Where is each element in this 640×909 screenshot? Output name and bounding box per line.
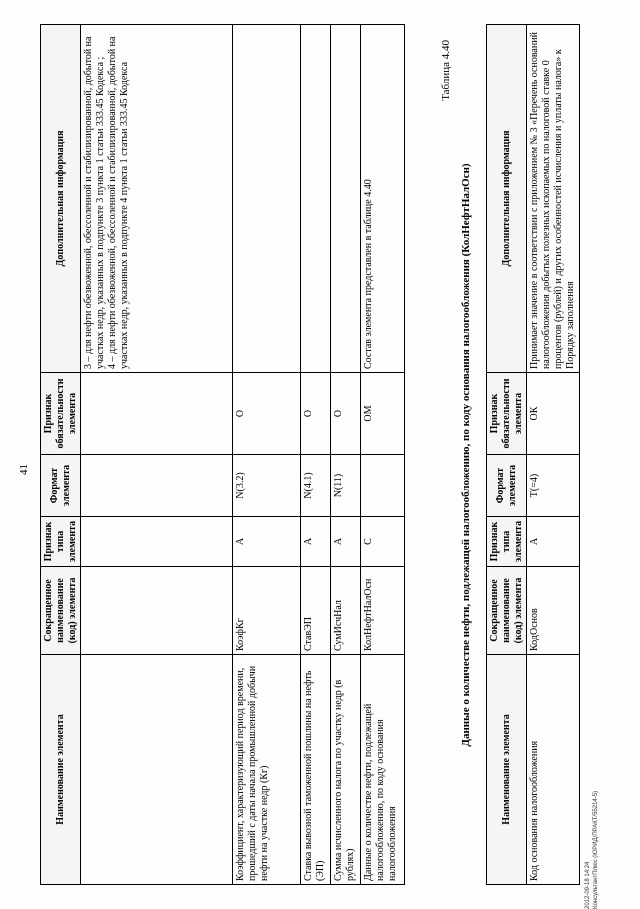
cell-info: Состав элемента представлен в таблице 4.40: [361, 25, 405, 373]
header-info: Дополнительная информация: [41, 25, 81, 373]
table-row: [361, 25, 405, 885]
cell-info: [233, 25, 301, 373]
header-name: Наименование элемента: [41, 655, 81, 885]
cell-format: N(3.2): [233, 455, 301, 517]
cell-info: [301, 25, 331, 373]
header-required: Признак обязательности элемента: [41, 373, 81, 455]
table-4-40: [486, 24, 580, 885]
header-required: Признак обязательности элемента: [487, 373, 527, 455]
cell-name: Ставка вывозной таможенной пошлины на нефть (ЭП): [301, 655, 331, 885]
table-label: Таблица 4.40: [440, 40, 452, 101]
cell-code: [81, 567, 233, 655]
table-header-row: [41, 25, 81, 885]
table-row: [301, 25, 331, 885]
table-header-row: [487, 25, 527, 885]
header-format: Формат элемента: [487, 455, 527, 517]
cell-type: А: [331, 517, 361, 567]
table-title: Данные о количестве нефти, подлежащей налогообложению, по коду основания налогообложения (КолНефтНалОсн): [460, 163, 472, 747]
header-name: Наименование элемента: [487, 655, 527, 885]
page-number: 41: [18, 464, 30, 475]
cell-info: [331, 25, 361, 373]
cell-type: А: [301, 517, 331, 567]
cell-required: О: [301, 373, 331, 455]
table-row: [233, 25, 301, 885]
header-type: Признак типа элемента: [41, 517, 81, 567]
header-type: Признак типа элемента: [487, 517, 527, 567]
table-row: [81, 25, 233, 885]
cell-name: Данные о количестве нефти, подлежащей налогообложению, по коду основания налогообложения: [361, 655, 405, 885]
cell-name: Коэффициент, характеризующий период времени, прошедший с даты начала промышленной добычи нефти на участке недр (Кг): [233, 655, 301, 885]
cell-info: Принимает значение в соответствии с приложением № 3 «Перечень оснований налогообложения добытых полезных ископаемых по налоговой ставке 0 процентов (рублей) и других особенностей исчисления и уплаты налога» к Порядку заполнения: [527, 25, 579, 373]
cell-type: А: [233, 517, 301, 567]
cell-type: [81, 517, 233, 567]
cell-format: T(=4): [527, 455, 579, 517]
cell-required: О: [331, 373, 361, 455]
cell-format: [361, 455, 405, 517]
cell-name: [81, 655, 233, 885]
header-format: Формат элемента: [41, 455, 81, 517]
print-stamp: [584, 791, 600, 909]
cell-code: КолНефтНалОсн: [361, 567, 405, 655]
cell-code: СтавЭП: [301, 567, 331, 655]
header-code: Сокращенное наименование (код) элемента: [41, 567, 81, 655]
cell-format: N(11): [331, 455, 361, 517]
cell-name: Код основания налогообложения: [527, 655, 579, 885]
cell-code: СумИсчНал: [331, 567, 361, 655]
cell-required: ОК: [527, 373, 579, 455]
cell-name: Сумма исчисленного налога по участку недр (в рублях): [331, 655, 361, 885]
table-continued: [40, 24, 405, 885]
header-info: Дополнительная информация: [487, 25, 527, 373]
cell-type: С: [361, 517, 405, 567]
stamp-line: 2012-09-18 14:24: [585, 861, 591, 909]
cell-required: О: [233, 373, 301, 455]
cell-type: А: [527, 517, 579, 567]
cell-format: N(4.1): [301, 455, 331, 517]
header-code: Сокращенное наименование (код) элемента: [487, 567, 527, 655]
cell-format: [81, 455, 233, 517]
cell-info: 3 – для нефти обезвоженной, обессоленной и стабилизированной, добытой на участках недр, указанных в подпункте 3 пункта 1 статьи 333.45 Кодекса ; 4 – для нефти обезвоженной, обессоленной и стабилизированной, добытой на участках недр, указанных в подпункте 4 пункта 1 статьи 333.45 Кодекса: [81, 25, 233, 373]
cell-required: ОМ: [361, 373, 405, 455]
cell-code: КодОснов: [527, 567, 579, 655]
cell-required: [81, 373, 233, 455]
table-row: [527, 25, 579, 885]
stamp-line: КонсультантПлюс (ЮРИД/ПРАКТ/55214-5): [593, 790, 599, 909]
cell-code: КоэфКг: [233, 567, 301, 655]
table-row: [331, 25, 361, 885]
